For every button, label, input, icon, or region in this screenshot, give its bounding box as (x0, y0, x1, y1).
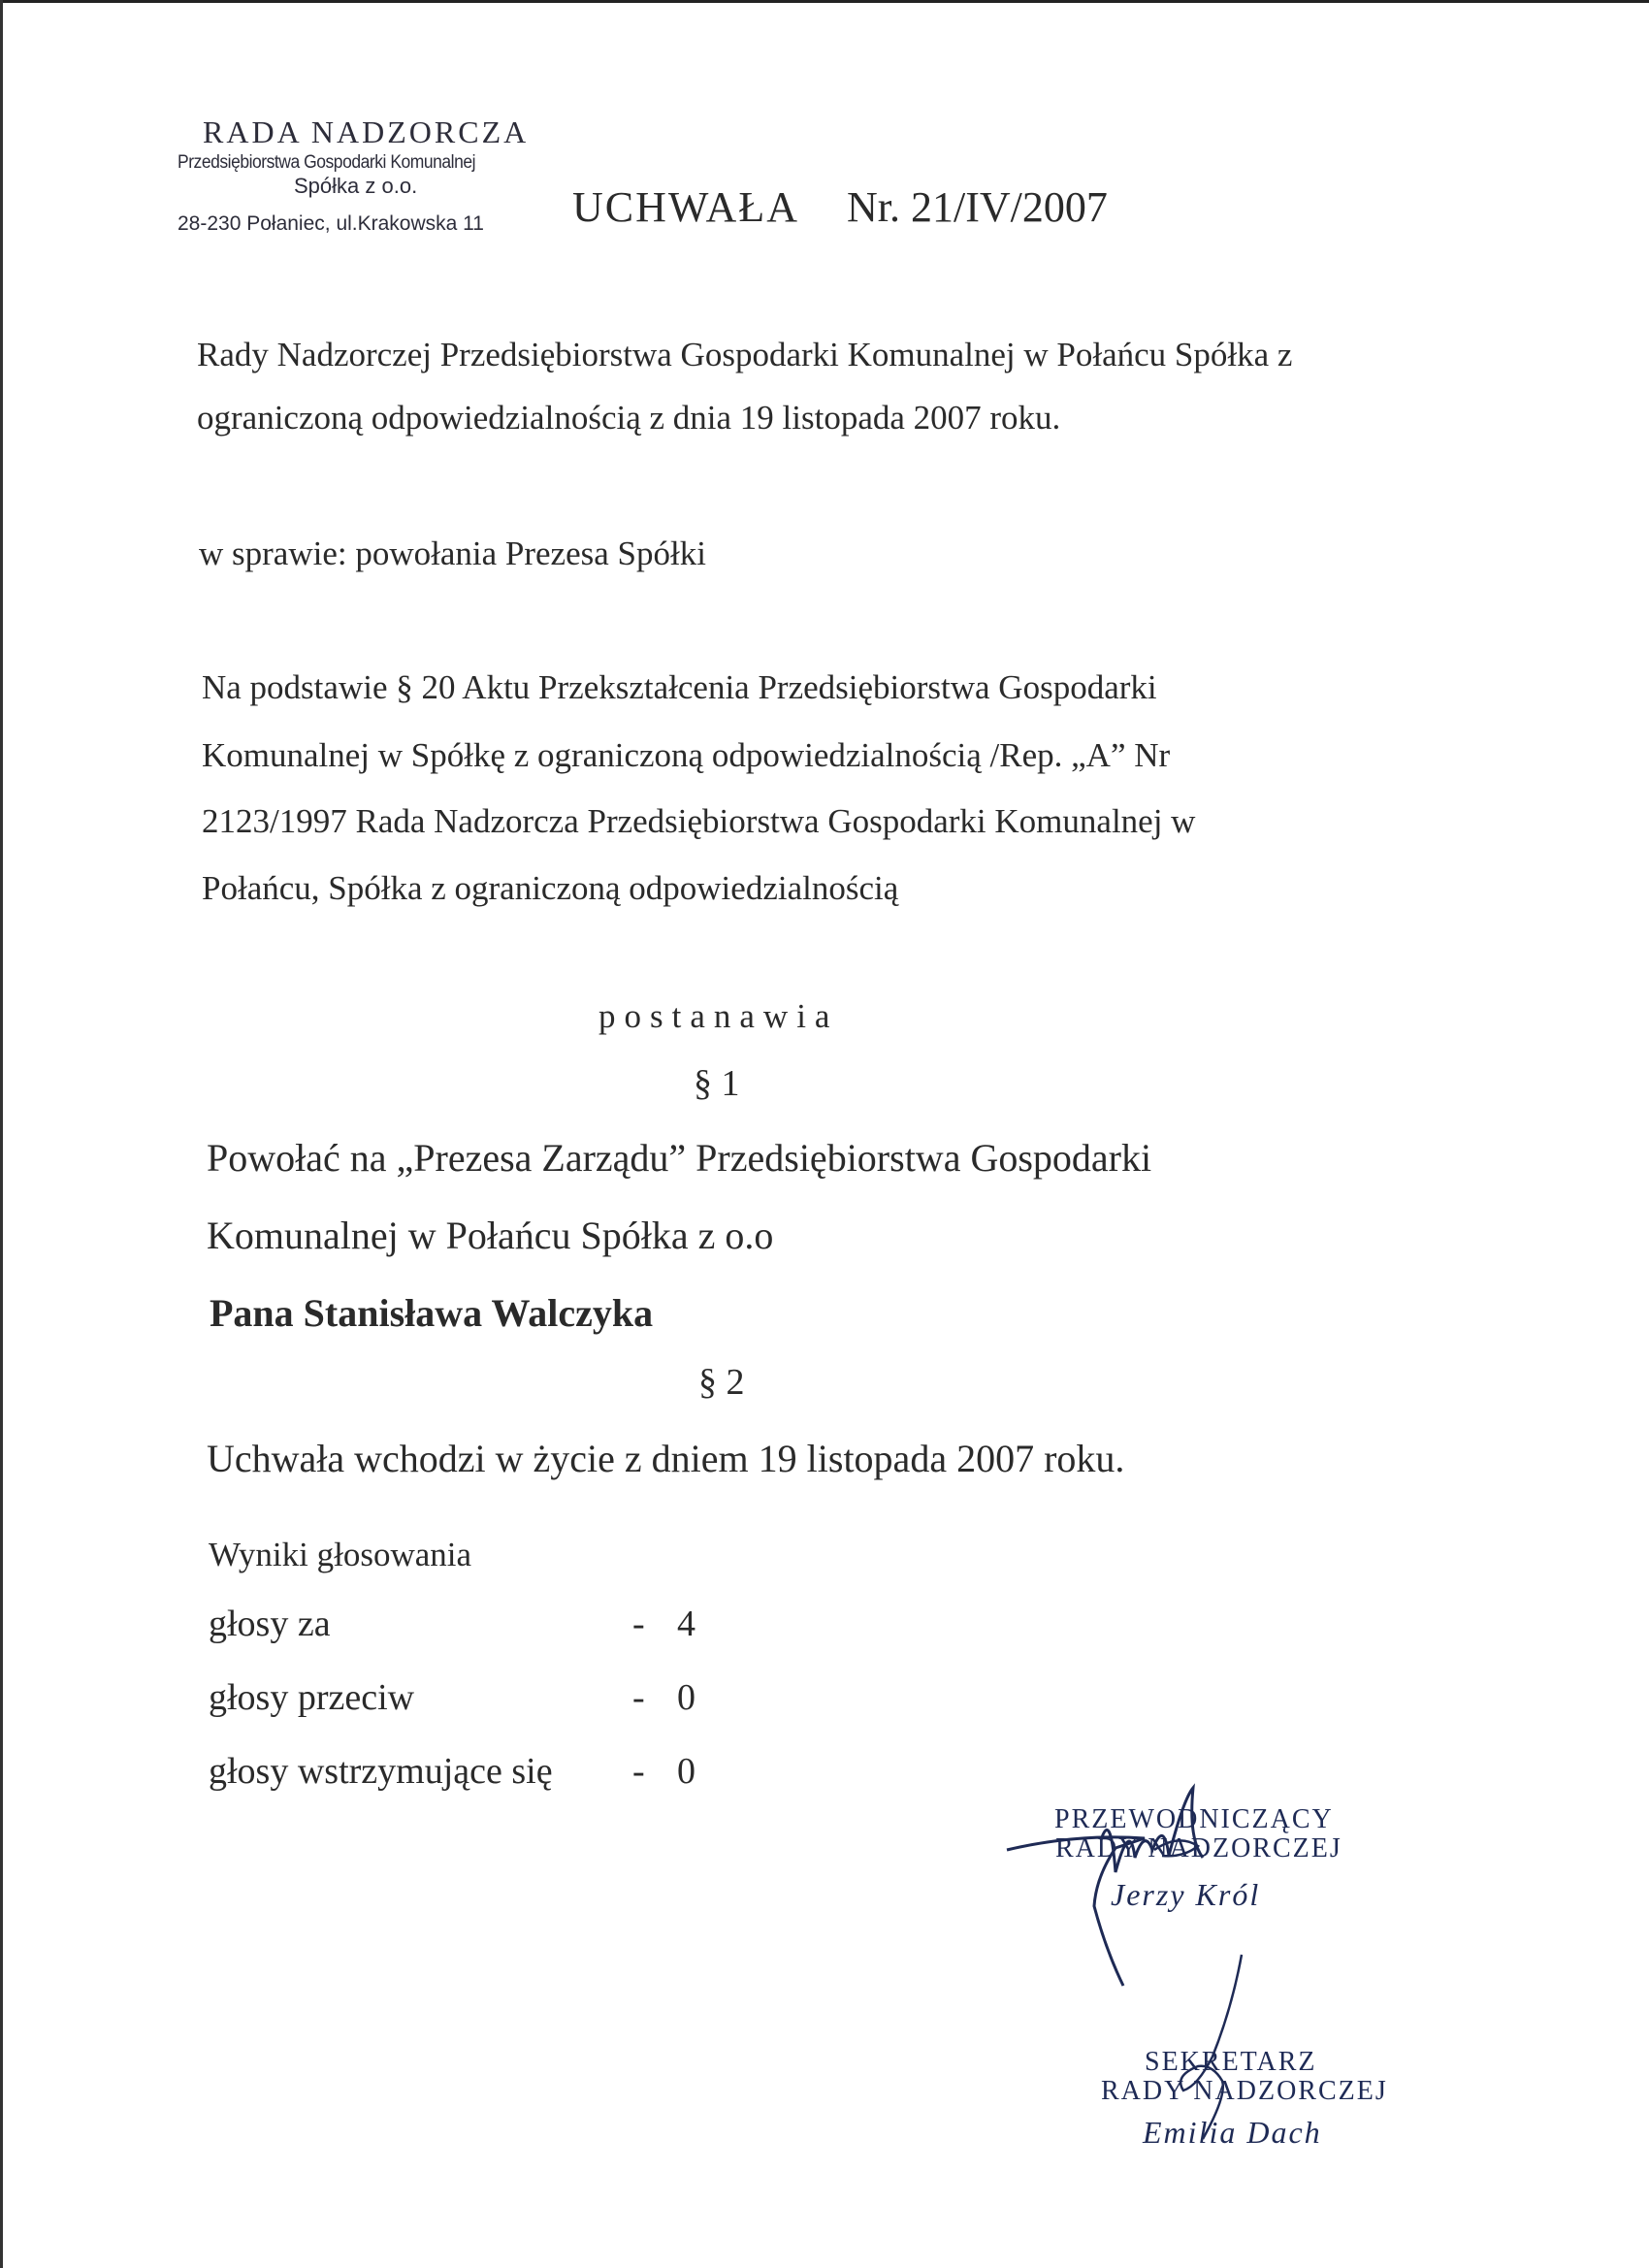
vote-for-label: głosy za (209, 1604, 331, 1644)
vote-for-value: 4 (677, 1604, 695, 1644)
scan-top-edge (0, 0, 1649, 3)
intro-line-2: ograniczoną odpowiedzialnością z dnia 19 listopada 2007 roku. (197, 399, 1061, 437)
vote-against-label: głosy przeciw (209, 1677, 415, 1718)
appointee-name: Pana Stanisława Walczyka (210, 1291, 654, 1335)
document-title: UCHWAŁA (572, 183, 799, 231)
stamp-line-board: RADA NADZORCZA (203, 114, 530, 149)
secretary-name: Emilia Dach (1143, 2115, 1322, 2150)
vote-against-dash: - (632, 1677, 645, 1718)
subject-line: w sprawie: powołania Prezesa Spółki (199, 535, 706, 572)
document-number: Nr. 21/IV/2007 (847, 183, 1108, 231)
section-1-line-2: Komunalnej w Połańcu Spółka z o.o (207, 1214, 774, 1257)
section-2-text: Uchwała wchodzi w życie z dniem 19 listopada 2007 roku. (207, 1437, 1125, 1480)
section-1-symbol: § 1 (694, 1063, 740, 1104)
voting-heading: Wyniki głosowania (209, 1536, 472, 1573)
basis-line-1: Na podstawie § 20 Aktu Przekształcenia Przedsiębiorstwa Gospodarki (202, 668, 1157, 706)
vote-abstain-label: głosy wstrzymujące się (209, 1751, 553, 1792)
vote-against-value: 0 (677, 1677, 695, 1718)
chairman-role-line-1: PRZEWODNICZĄCY (1054, 1804, 1334, 1834)
basis-line-4: Połańcu, Spółka z ograniczoną odpowiedzialnością (202, 869, 899, 907)
section-1-line-1: Powołać na „Prezesa Zarządu” Przedsiębiorstwa Gospodarki (207, 1136, 1152, 1180)
basis-line-2: Komunalnej w Spółkę z ograniczoną odpowiedzialnością /Rep. „A” Nr (202, 736, 1171, 774)
intro-line-1: Rady Nadzorczej Przedsiębiorstwa Gospodarki Komunalnej w Połańcu Spółka z (197, 336, 1293, 373)
stamp-line-legal-form: Spółka z o.o. (294, 174, 418, 198)
chairman-role-line-2: RADY NADZORCZEJ (1055, 1833, 1342, 1863)
vote-abstain-value: 0 (677, 1751, 695, 1792)
basis-line-3: 2123/1997 Rada Nadzorcza Przedsiębiorstwa Gospodarki Komunalnej w (202, 802, 1196, 840)
secretary-role-line-2: RADY NADZORCZEJ (1101, 2076, 1388, 2106)
secretary-role-line-1: SEKRETARZ (1145, 2047, 1317, 2077)
company-stamp (178, 114, 536, 236)
vote-for-dash: - (632, 1604, 645, 1644)
section-2-symbol: § 2 (698, 1362, 745, 1403)
stamp-line-company: Przedsiębiorstwa Gospodarki Komunalnej (178, 152, 476, 173)
scan-left-edge (0, 0, 3, 2268)
resolves-heading: postanawia (598, 997, 839, 1035)
secretary-handwritten-signature (1145, 1950, 1280, 2144)
chairman-name: Jerzy Król (1111, 1877, 1261, 1912)
vote-abstain-dash: - (632, 1751, 645, 1792)
stamp-line-address: 28-230 Połaniec, ul.Krakowska 11 (178, 212, 484, 235)
